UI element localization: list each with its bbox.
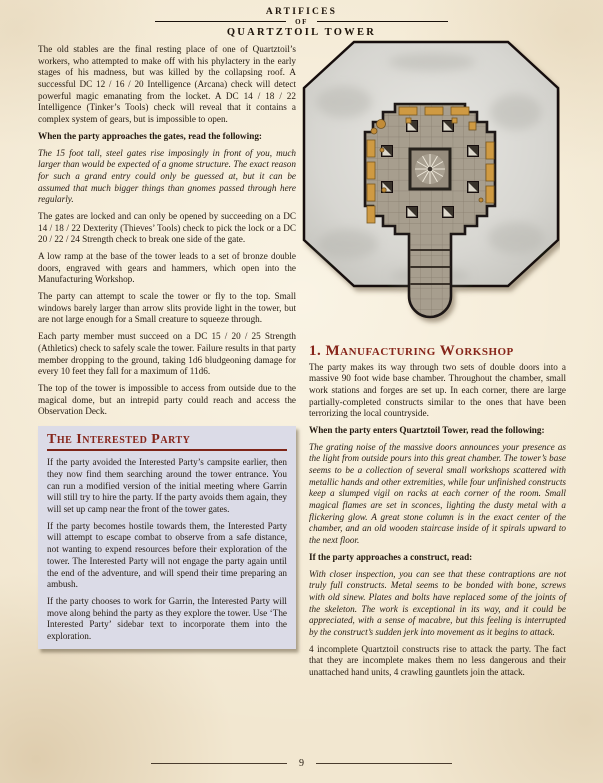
sidebar-paragraph: If the party avoided the Interested Party’s campsite earlier, then they now find them searching around the tower entrance. You can run a modified version of the initial meeting where Garrin will still try to hire the party. If the party avoids them again, they will set up camp near the front of the tower gates.	[47, 457, 287, 515]
tower-floor-map	[302, 40, 560, 332]
read-aloud-cue: If the party approaches a construct, read:	[309, 551, 473, 562]
header-title-line1: ARTIFICES	[265, 7, 338, 17]
spiral-staircase-icon	[410, 149, 450, 189]
sidebar-title: The Interested Party	[47, 431, 191, 447]
paragraph: Each party member must succeed on a DC 15 / 20 / 25 Strength (Athletics) check to safely scale the tower. Failure results in that party member dropping to the ground, taking 1d6 bludgeoning damage for every 10 feet they fall for a maximum of 11d6.	[38, 331, 296, 377]
header-title-line2: OF	[295, 17, 308, 26]
read-aloud-text: With closer inspection, you can see that these contraptions are not truly full constructs. Metal seems to be bonded with bone, screws with old sinew. Plates and bolts have replaced some of the joints of the skeleton. The work is exceptional in its way, and it could be appreciated, with a sense of macabre, but this feeling is interrupted by the construct’s sudden jerk into movement as it begins to attack.	[309, 568, 566, 637]
header-rule-right	[317, 21, 448, 23]
sidebar-paragraph: If the party chooses to work for Garrin, the Interested Party will move along behind the party as they explore the tower. Use ‘The Interested Party’ sidebar text to incorporate them into the exploration.	[47, 595, 287, 641]
footer-rule-left	[151, 763, 287, 764]
header-rule-left	[155, 21, 286, 23]
read-aloud-cue: When the party enters Quartztoil Tower, read the following:	[309, 424, 545, 435]
read-aloud-cue: When the party approaches the gates, read the following:	[38, 130, 262, 141]
read-aloud-text: The 15 foot tall, steel gates rise imposingly in front of you, much larger than would be expected of a gnome structure. The exact reason for such a grand entry could only be guessed at, but it can be assumed that much bigger things than gnomes passed through here regularly.	[38, 147, 296, 205]
paragraph: The party can attempt to scale the tower or fly to the top. Small windows barely larger than arrow slits provide light in the tower, but are not large enough for a Small creature to squeeze through.	[38, 291, 296, 325]
interested-party-sidebar	[38, 426, 296, 649]
paragraph: A low ramp at the base of the tower leads to a set of bronze double doors, engraved with gears and hammers, which open into the Manufacturing Workshop.	[38, 251, 296, 285]
paragraph: 4 incomplete Quartztoil constructs rise to attack the party. The fact that they are incomplete makes them no less dangerous and their unattached hand units, 4 crawling gauntlets join the attack.	[309, 643, 566, 677]
page-number: 9	[299, 758, 304, 769]
header-title-line3: QUARTZTOIL TOWER	[226, 27, 377, 38]
paragraph: The gates are locked and can only be opened by succeeding on a DC 14 / 18 / 22 Dexterity (Thieves’ Tools) check to pick the lock or a DC 20 / 22 / 24 Strength check to break one side of the gate.	[38, 210, 296, 245]
sidebar-title-rule	[47, 449, 287, 451]
page-header	[0, 7, 603, 38]
read-aloud-text: The grating noise of the massive doors announces your presence as the light from outside pours into this great chamber. The tower’s base seems to be a collection of several small workshops scattered with metallic hands and other extremities, while four unfinished constructs keep a slumped vigil on racks at each corner of the room. Small magical flames are set in sconces, lighting the dusty metal with a flickering glow. A great stone column is in the exact center of the chamber, and an old wooden staircase inside of it spirals upward to the next floor.	[309, 441, 566, 546]
footer-rule-right	[316, 763, 452, 764]
paragraph: The top of the tower is impossible to access from outside due to the magical dome, but an intrepid party could reach and access the Observation Deck.	[38, 382, 296, 417]
page-footer	[0, 758, 603, 769]
left-column	[38, 44, 296, 649]
header-of-row	[0, 17, 603, 26]
right-column	[309, 341, 566, 684]
section-title-manufacturing-workshop: 1. Manufacturing Workshop	[309, 343, 514, 359]
paragraph: The old stables are the final resting place of one of Quartztoil’s workers, who attempted to make off with his phylactery in the early stages of his madness, but was killed by the collapsing roof. A successful DC 12 / 16 / 20 Intelligence (Arcana) check will detect powerful magic emanating from the locket. A DC 14 / 18 / 22 Intelligence (Tinker’s Tools) check will reveal that it contains a complex system of gears, but is impossible to open.	[38, 44, 296, 125]
paragraph: The party makes its way through two sets of double doors into a massive 90 foot wide base chamber. Throughout the chamber, small work stations and forges are set up. In each corner, there are large partially-completed constructs similar to the ones that have been terrorizing the local countryside.	[309, 361, 566, 419]
sidebar-paragraph: If the party becomes hostile towards them, the Interested Party will attempt to escape combat to observe from a safe distance, not wanting to expend resources before their exploration of the tower. The Interested Party will not engage the party again until the end of the adventure, and will spend their time preparing an ambush.	[47, 520, 287, 590]
chair-icon	[469, 122, 476, 130]
